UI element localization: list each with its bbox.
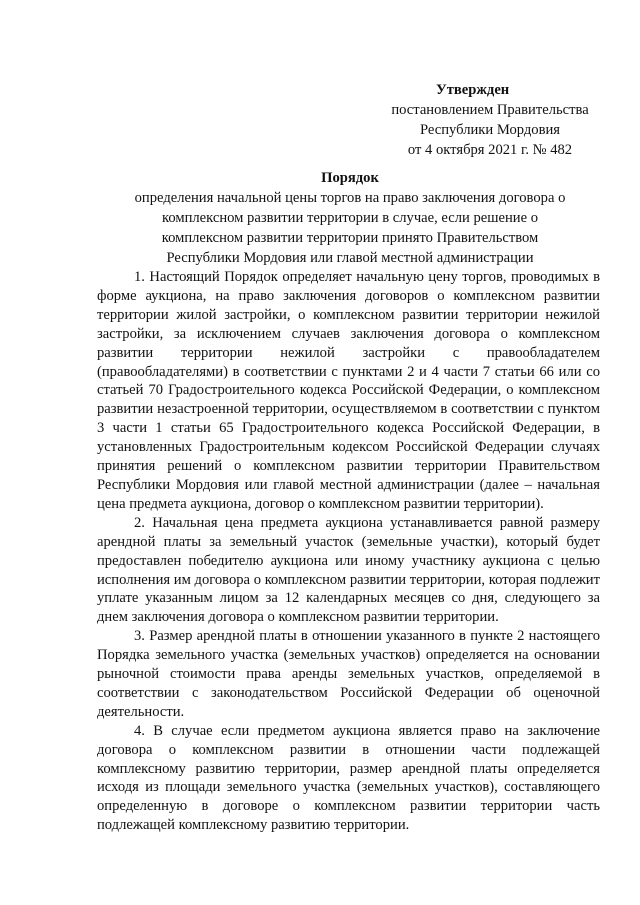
approval-block (370, 80, 610, 160)
approval-line: Республики Мордовия (419, 122, 560, 138)
document-subtitle-line: Республики Мордовия или главой местной администрации (166, 250, 534, 266)
document-subtitle-line: комплексном развитии территории принято Правительством (161, 230, 539, 246)
document-title-block (100, 168, 600, 268)
approval-line: от 4 октября 2021 г. № 482 (407, 142, 573, 158)
paragraph-1: 1. Настоящий Порядок определяет начальную цену торгов, проводимых в форме аукциона, на право заключения договоров о комплексном развитии территории жилой застройки, о комплексном развитии территории нежилой застройки, за исключением случаев заключения договора о комплексном развитии территории нежилой застройки с правообладателем (правообладателями) в соответствии с пунктами 2 и 4 части 7 статьи 66 или со статьей 70 Градостроительного кодекса Российской Федерации, о комплексном развитии незастроенной территории, осуществляемом в соответствии с пунктом 3 части 1 статьи 65 Градостроительного кодекса Российской Федерации, в установленных Градостроительным кодексом Российской Федерации случаях принятия решений о комплексном развитии территории Правительством Республики Мордовия или главой местной администрации (далее – начальная цена предмета аукциона, договор о комплексном развитии территории). (97, 269, 600, 512)
paragraph-3: 3. Размер арендной платы в отношении указанного в пункте 2 настоящего Порядка земельного участка (земельных участков) определяется на основании рыночной стоимости права аренды земельных участков, определяемой в соответствии с законодательством Российской Федерации об оценочной деятельности. (97, 628, 600, 720)
document-subtitle-line: комплексном развитии территории в случае, если решение о (161, 210, 539, 226)
document-body (97, 268, 600, 835)
paragraph-4: 4. В случае если предметом аукциона является право на заключение договора о комплексном развитии в отношении части подлежащей комплексному развитию территории, размер арендной платы определяется исходя из площади земельного участка (земельных участков), составляющего определенную в договоре о комплексном развитии территории часть подлежащей комплексному развитию территории. (97, 722, 600, 834)
document-subtitle-line: определения начальной цены торгов на право заключения договора о (134, 190, 566, 206)
paragraph-2: 2. Начальная цена предмета аукциона устанавливается равной размеру арендной платы за земельный участок (земельные участки), который будет предоставлен победителю аукциона или иному участнику аукциона с целью исполнения им договора о комплексном развитии территории, которая подлежит уплате указанным лицом за 12 календарных месяцев со дня, следующего за днем заключения договора о комплексном развитии территории. (97, 514, 600, 626)
approval-line: постановлением Правительства (391, 102, 589, 118)
document-title: Порядок (321, 170, 379, 186)
approval-title: Утвержден (436, 82, 510, 98)
